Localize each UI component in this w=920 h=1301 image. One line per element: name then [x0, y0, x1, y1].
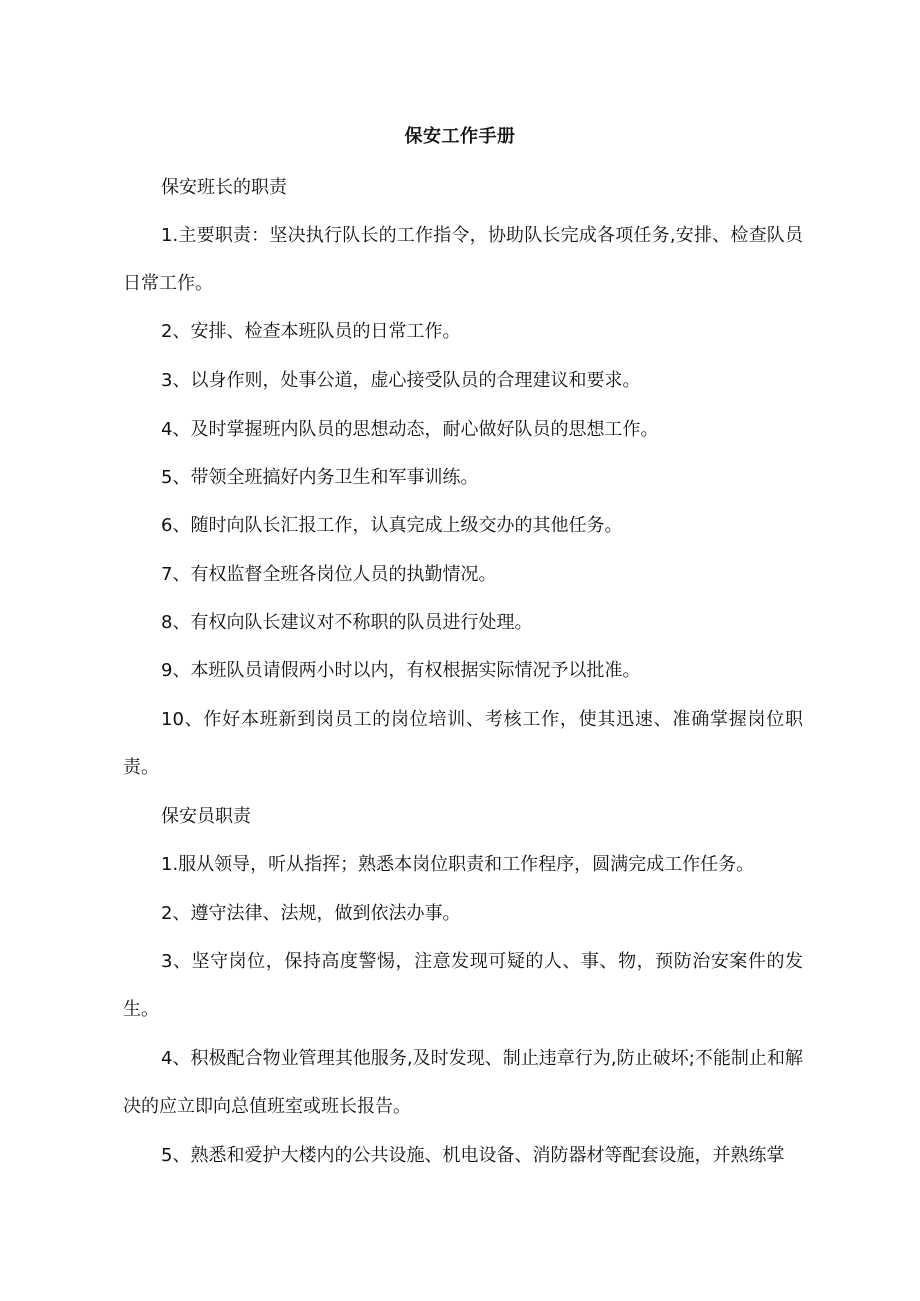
guard-duty-4: 4、积极配合物业管理其他服务,及时发现、制止违章行为,防止破坏;不能制止和解决的应立即向总值班室或班长报告。 [123, 1048, 803, 1117]
guard-duty-1: 1.服从领导，听从指挥；熟悉本岗位职责和工作程序，圆满完成工作任务。 [161, 854, 755, 875]
leader-duty-3: 3、以身作则，处事公道，虚心接受队员的合理建议和要求。 [161, 370, 641, 391]
leader-duty-7: 7、有权监督全班各岗位人员的执勤情况。 [161, 564, 497, 585]
guard-duty-2: 2、遵守法律、法规，做到依法办事。 [161, 903, 461, 924]
leader-duty-10: 10、作好本班新到岗员工的岗位培训、考核工作，使其迅速、准确掌握岗位职责。 [123, 709, 803, 778]
guard-duty-3: 3、坚守岗位，保持高度警惕，注意发现可疑的人、事、物，预防治安案件的发生。 [123, 951, 803, 1020]
leader-duty-8: 8、有权向队长建议对不称职的队员进行处理。 [161, 612, 533, 633]
guard-duty-5: 5、熟悉和爱护大楼内的公共设施、机电设备、消防器材等配套设施，并熟练掌 [161, 1145, 785, 1166]
leader-duty-9: 9、本班队员请假两小时以内，有权根据实际情况予以批准。 [161, 660, 641, 681]
leader-duty-5: 5、带领全班搞好内务卫生和军事训练。 [161, 467, 479, 488]
leader-duty-4: 4、及时掌握班内队员的思想动态，耐心做好队员的思想工作。 [161, 419, 659, 440]
document-title: 保安工作手册 [404, 126, 516, 147]
leader-duty-2: 2、安排、检查本班队员的日常工作。 [161, 321, 461, 342]
leader-duty-1: 1.主要职责：坚决执行队长的工作指令，协助队长完成各项任务,安排、检查队员日常工作。 [123, 225, 803, 294]
leader-duty-6: 6、随时向队长汇报工作，认真完成上级交办的其他任务。 [161, 515, 623, 536]
section-heading-squad-leader: 保安班长的职责 [161, 177, 287, 198]
section-heading-guard: 保安员职责 [161, 806, 251, 827]
